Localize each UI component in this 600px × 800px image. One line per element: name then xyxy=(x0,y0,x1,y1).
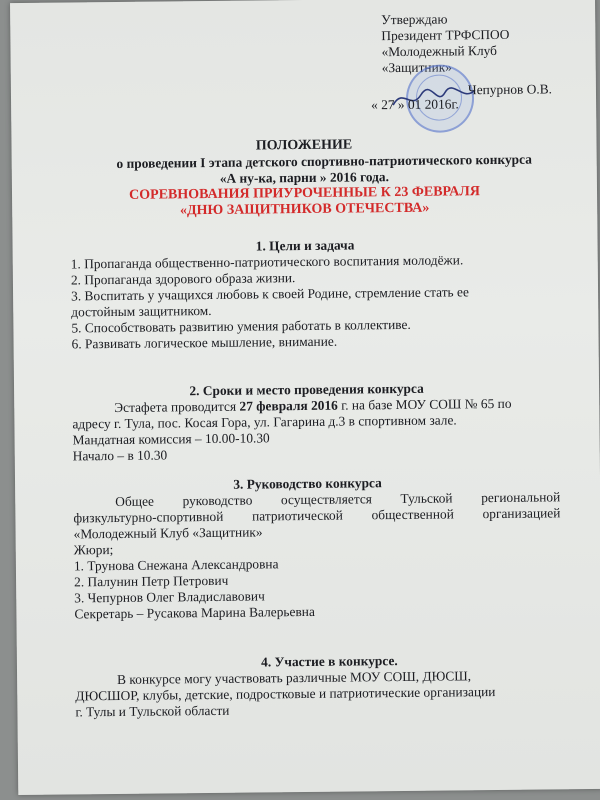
goal-item-1: 1. Пропаганда общественно-патриотического воспитания молодёжи. xyxy=(70,252,464,272)
document-heading: ПОЛОЖЕНИЕ xyxy=(255,137,353,154)
goal-item-3: 3. Воспитать у учащихся любовь к своей Родине, стремление стать ее xyxy=(71,284,469,304)
schedule-relay: Эстафета проводится xyxy=(114,398,237,415)
jury-member-1: 1. Трунова Снежана Александровна xyxy=(73,556,279,574)
section-1-heading: 1. Цели и задача xyxy=(255,237,355,254)
management-para-3: «Молодежный Клуб «Защитник» xyxy=(73,524,263,542)
section-4-heading: 4. Участие в конкурсе. xyxy=(261,653,398,670)
section-3-heading: 3. Руководство конкурса xyxy=(233,475,382,492)
section-2-heading: 2. Сроки и место проведения конкурса xyxy=(189,380,424,399)
goal-item-3-cont: достойным защитником. xyxy=(71,302,212,320)
goal-item-5: 5. Способствовать развитию умения работать в коллективе. xyxy=(71,316,411,336)
management-para-1: Общее руководство осуществляется Тульской региональной xyxy=(115,489,561,509)
approval-line-4: «Защитник» xyxy=(381,59,453,76)
schedule-start: Начало – в 10.30 xyxy=(72,447,168,464)
title-line-2: «А ну-ка, парни » 2016 года. xyxy=(219,169,390,186)
jury-label: Жюри; xyxy=(73,542,114,558)
document-page xyxy=(10,0,600,795)
schedule-venue: г. на базе МОУ СОШ № 65 по xyxy=(341,395,512,413)
approval-line-2: Президент ТРФСПОО xyxy=(381,26,510,44)
management-para-2: физкультурно-спортивной патриотической общественной организацией xyxy=(73,505,561,526)
schedule-date: 27 февраля 2016 xyxy=(239,397,338,414)
approval-line-3: «Молодежный Клуб xyxy=(381,42,498,60)
schedule-address: адресу г. Тула, пос. Косая Гора, ул. Гагарина д.3 в спортивном зале. xyxy=(72,412,457,432)
participation-para-3: г. Тулы и Тульской области xyxy=(75,702,230,720)
title-line-1: о проведении I этапа детского спортивно-патриотического конкурса xyxy=(116,151,532,171)
jury-member-2: 2. Палунин Петр Петрович xyxy=(74,572,229,590)
title-red-line-1: СОРЕВНОВАНИЯ ПРИУРОЧЕННЫЕ К 23 ФЕВРАЛЯ xyxy=(129,184,481,203)
schedule-credentials: Мандатная комиссия – 10.00-10.30 xyxy=(72,430,270,448)
participation-para-2: ДЮСШОР, клубы, детские, подростковые и патриотические организации xyxy=(75,684,496,704)
approval-line-1: Утверждаю xyxy=(381,11,448,28)
approval-signer: Чепурнов О.В. xyxy=(467,81,553,98)
secretary-line: Секретарь – Русакова Марина Валерьевна xyxy=(74,603,315,622)
participation-para-1: В конкурсе могу участвовать различные МОУ СОШ, ДЮСШ, xyxy=(117,668,472,687)
approval-date: « 27 » 01 2016г. xyxy=(371,96,459,113)
goal-item-2: 2. Пропаганда здорового образа жизни. xyxy=(70,270,296,288)
goal-item-6: 6. Развивать логическое мышление, внимание. xyxy=(71,333,338,352)
title-red-line-2: «ДНЮ ЗАЩИТНИКОВ ОТЕЧЕСТВА» xyxy=(179,200,430,219)
jury-member-3: 3. Чепурнов Олег Владиславович xyxy=(74,588,265,606)
